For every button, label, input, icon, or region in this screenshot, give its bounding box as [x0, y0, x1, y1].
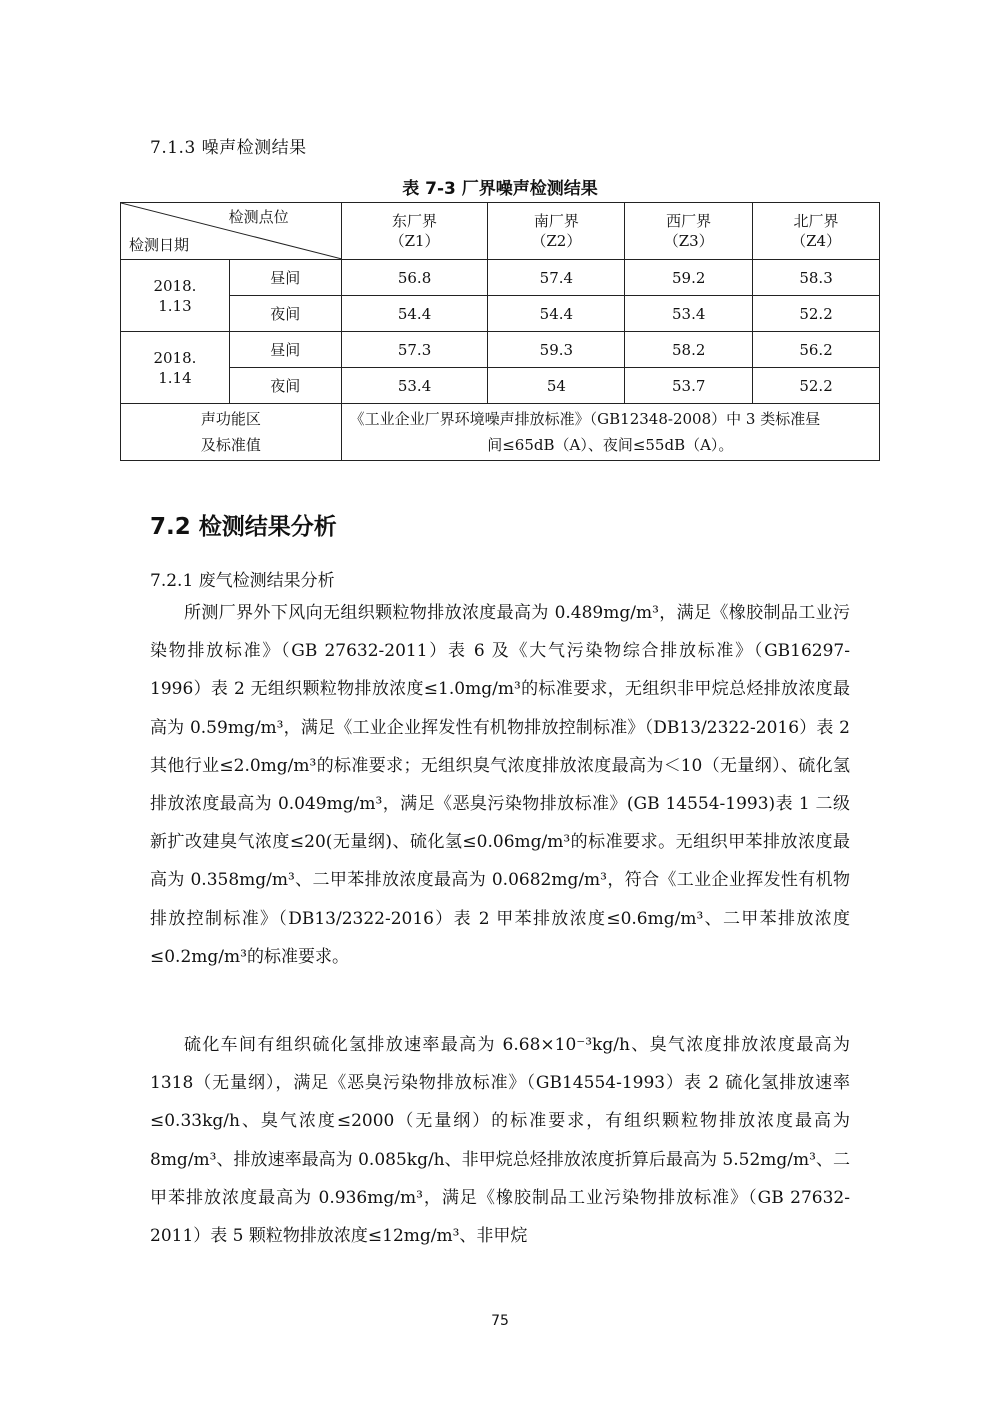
value-cell: 58.2 — [625, 332, 753, 368]
column-header-z2: 南厂界 （Z2） — [488, 203, 625, 260]
table-footer-row — [121, 404, 880, 461]
value-cell: 54.4 — [488, 296, 625, 332]
standard-label-cell: 声功能区 及标准值 — [121, 404, 342, 461]
value-cell: 58.3 — [753, 260, 880, 296]
column-header-z1: 东厂界 （Z1） — [341, 203, 488, 260]
section-heading: 7.2 检测结果分析 — [150, 514, 337, 540]
page-number: 75 — [491, 1313, 509, 1329]
date-cell: 2018. 1.14 — [121, 332, 230, 404]
value-cell: 56.2 — [753, 332, 880, 368]
table-header-row — [121, 203, 880, 260]
table-row — [121, 260, 880, 296]
standard-text-line-2: 间≤65dB（A）、夜间≤55dB（A）。 — [487, 436, 734, 454]
value-cell: 57.4 — [488, 260, 625, 296]
table-caption: 表 7-3 厂界噪声检测结果 — [402, 179, 598, 199]
value-cell: 59.3 — [488, 332, 625, 368]
value-cell: 57.3 — [341, 332, 488, 368]
corner-label-dates: 检测日期 — [129, 236, 190, 254]
value-cell: 53.4 — [341, 368, 488, 404]
table-row — [121, 332, 880, 368]
value-cell: 56.8 — [341, 260, 488, 296]
table-row — [121, 296, 880, 332]
noise-results-table — [120, 202, 880, 461]
value-cell: 53.4 — [625, 296, 753, 332]
value-cell: 54 — [488, 368, 625, 404]
subsection-heading: 7.1.3 噪声检测结果 — [150, 138, 307, 158]
value-cell: 53.7 — [625, 368, 753, 404]
value-cell: 52.2 — [753, 368, 880, 404]
column-header-z3: 西厂界 （Z3） — [625, 203, 753, 260]
value-cell: 52.2 — [753, 296, 880, 332]
paragraph-gas-unorganized: 所测厂界外下风向无组织颗粒物排放浓度最高为 0.489mg/m³，满足《橡胶制品工业污染物排放标准》（GB 27632-2011）表 6 及《大气污染物综合排放标准》（GB16297-1996）表 2 无组织颗粒物排放浓度≤1.0mg/m³的标准要求，无组织非甲烷总烃排放浓度最高为 0.59mg/m³，满足《工业企业挥发性有机物排放控制标准》（DB13/2322-2016）表 2 其他行业≤2.0mg/m³的标准要求；无组织臭气浓度排放浓度最高为＜10（无量纲）、硫化氢排放浓度最高为 0.049mg/m³，满足《恶臭污染物排放标准》(GB 14554-1993)表 1 二级新扩改建臭气浓度≤20(无量纲)、硫化氢≤0.06mg/m³的标准要求。无组织甲苯排放浓度最高为 0.358mg/m³、二甲苯排放浓度最高为 0.0682mg/m³，符合《工业企业挥发性有机物排放控制标准》（DB13/2322-2016）表 2 甲苯排放浓度≤0.6mg/m³、二甲苯排放浓度≤0.2mg/m³的标准要求。 — [150, 603, 850, 967]
date-cell: 2018. 1.13 — [121, 260, 230, 332]
period-cell: 昼间 — [229, 260, 341, 296]
standard-value-cell — [341, 404, 879, 461]
value-cell: 59.2 — [625, 260, 753, 296]
table-corner-cell — [121, 203, 342, 260]
period-cell: 夜间 — [229, 296, 341, 332]
period-cell: 夜间 — [229, 368, 341, 404]
period-cell: 昼间 — [229, 332, 341, 368]
table-row — [121, 368, 880, 404]
value-cell: 54.4 — [341, 296, 488, 332]
column-header-z4: 北厂界 （Z4） — [753, 203, 880, 260]
corner-label-points: 检测点位 — [228, 208, 289, 226]
paragraph-gas-organized: 硫化车间有组织硫化氢排放速率最高为 6.68×10⁻³kg/h、臭气浓度排放浓度最高为 1318（无量纲），满足《恶臭污染物排放标准》（GB14554-1993）表 2 硫化氢排放速率≤0.33kg/h、臭气浓度≤2000（无量纲）的标准要求，有组织颗粒物排放浓度最高为 8mg/m³、排放速率最高为 0.085kg/h、非甲烷总烃排放浓度折算后最高为 5.52mg/m³、二甲苯排放浓度最高为 0.936mg/m³，满足《橡胶制品工业污染物排放标准》（GB 27632-2011）表 5 颗粒物排放浓度≤12mg/m³、非甲烷 — [150, 1035, 850, 1247]
subsection-heading-gas: 7.2.1 废气检测结果分析 — [150, 571, 335, 591]
standard-text-line-1: 《工业企业厂界环境噪声排放标准》（GB12348-2008）中 3 类标准昼 — [349, 410, 821, 428]
